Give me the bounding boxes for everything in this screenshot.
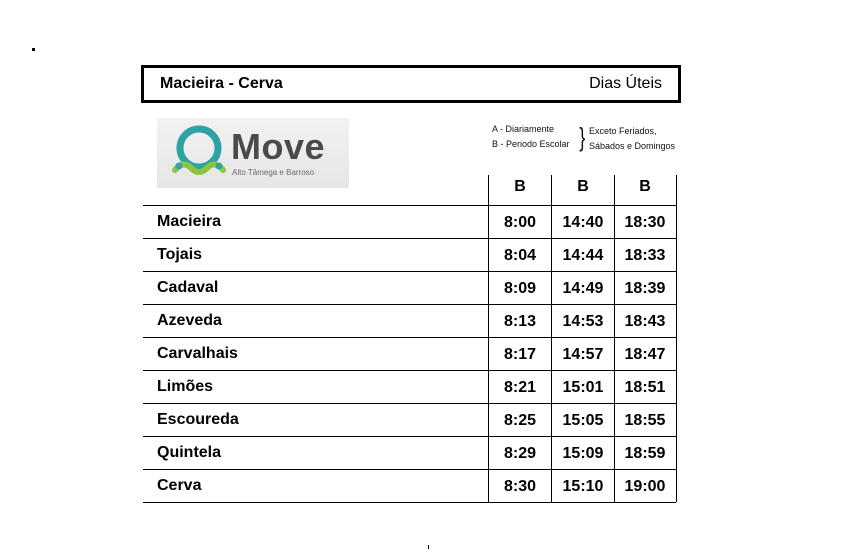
column-header: B	[514, 178, 526, 195]
stop-name: Macieira	[157, 213, 222, 230]
departure-time: 18:30	[624, 214, 666, 231]
departure-time: 18:33	[624, 247, 666, 264]
departure-time: 14:40	[562, 214, 604, 231]
departure-time: 14:53	[562, 313, 604, 330]
departure-time: 8:30	[503, 478, 537, 495]
legend-brace: }	[579, 122, 586, 152]
departure-time: 14:57	[562, 346, 604, 363]
legend-note	[589, 124, 699, 154]
row-divider	[143, 337, 676, 338]
departure-time: 15:09	[562, 445, 604, 462]
stop-name: Cerva	[157, 477, 202, 494]
departure-time: 15:01	[562, 379, 604, 396]
departure-time: 19:00	[624, 478, 666, 495]
row-divider	[143, 469, 676, 470]
stop-name: Quintela	[157, 444, 222, 461]
departure-time: 15:05	[562, 412, 604, 429]
logo-brand-text: Move	[231, 126, 326, 167]
move-logo	[157, 118, 349, 188]
legend	[492, 122, 676, 152]
departure-time: 8:09	[503, 280, 537, 297]
stray-dot	[32, 48, 35, 51]
departure-time: 18:51	[624, 379, 666, 396]
column-header: B	[639, 178, 651, 195]
row-divider	[143, 370, 676, 371]
departure-time: 18:59	[624, 445, 666, 462]
stop-name: Azeveda	[157, 312, 222, 329]
departure-time: 18:55	[624, 412, 666, 429]
departure-time: 8:25	[503, 412, 537, 429]
stop-name: Limões	[157, 378, 214, 395]
departure-time: 14:44	[562, 247, 604, 264]
stray-mark	[428, 545, 429, 549]
timetable-header	[141, 65, 681, 103]
departure-time: 8:13	[503, 313, 537, 330]
column-header: B	[577, 178, 589, 195]
move-logo-icon	[169, 124, 229, 182]
legend-b: B - Periodo Escolar	[492, 139, 570, 149]
row-divider	[143, 238, 676, 239]
stop-name: Cadaval	[157, 279, 219, 296]
column-divider	[676, 175, 677, 502]
legend-note-line1: Exceto Feriados,	[589, 126, 657, 136]
departure-time: 18:39	[624, 280, 666, 297]
route-title: Macieira - Cerva	[160, 75, 283, 92]
departure-time: 8:21	[503, 379, 537, 396]
row-divider	[143, 271, 676, 272]
service-days: Dias Úteis	[589, 75, 662, 92]
departure-time: 8:04	[503, 247, 537, 264]
departure-time: 8:17	[503, 346, 537, 363]
legend-note-line2: Sábados e Domingos	[589, 141, 676, 151]
stop-name: Tojais	[157, 246, 203, 263]
column-divider	[551, 175, 552, 502]
departure-time: 18:43	[624, 313, 666, 330]
row-divider	[143, 403, 676, 404]
departure-time: 8:29	[503, 445, 537, 462]
column-divider	[488, 175, 489, 502]
row-divider	[143, 502, 676, 503]
stop-name: Carvalhais	[157, 345, 238, 362]
row-divider	[143, 436, 676, 437]
departure-time: 8:00	[503, 214, 537, 231]
row-divider	[143, 205, 676, 206]
departure-time: 18:47	[624, 346, 666, 363]
departure-time: 14:49	[562, 280, 604, 297]
stop-name: Escoureda	[157, 411, 239, 428]
logo-tagline: Alto Tâmega e Barroso	[232, 168, 315, 177]
legend-a: A - Diariamente	[492, 124, 555, 134]
row-divider	[143, 304, 676, 305]
departure-time: 15:10	[562, 478, 604, 495]
